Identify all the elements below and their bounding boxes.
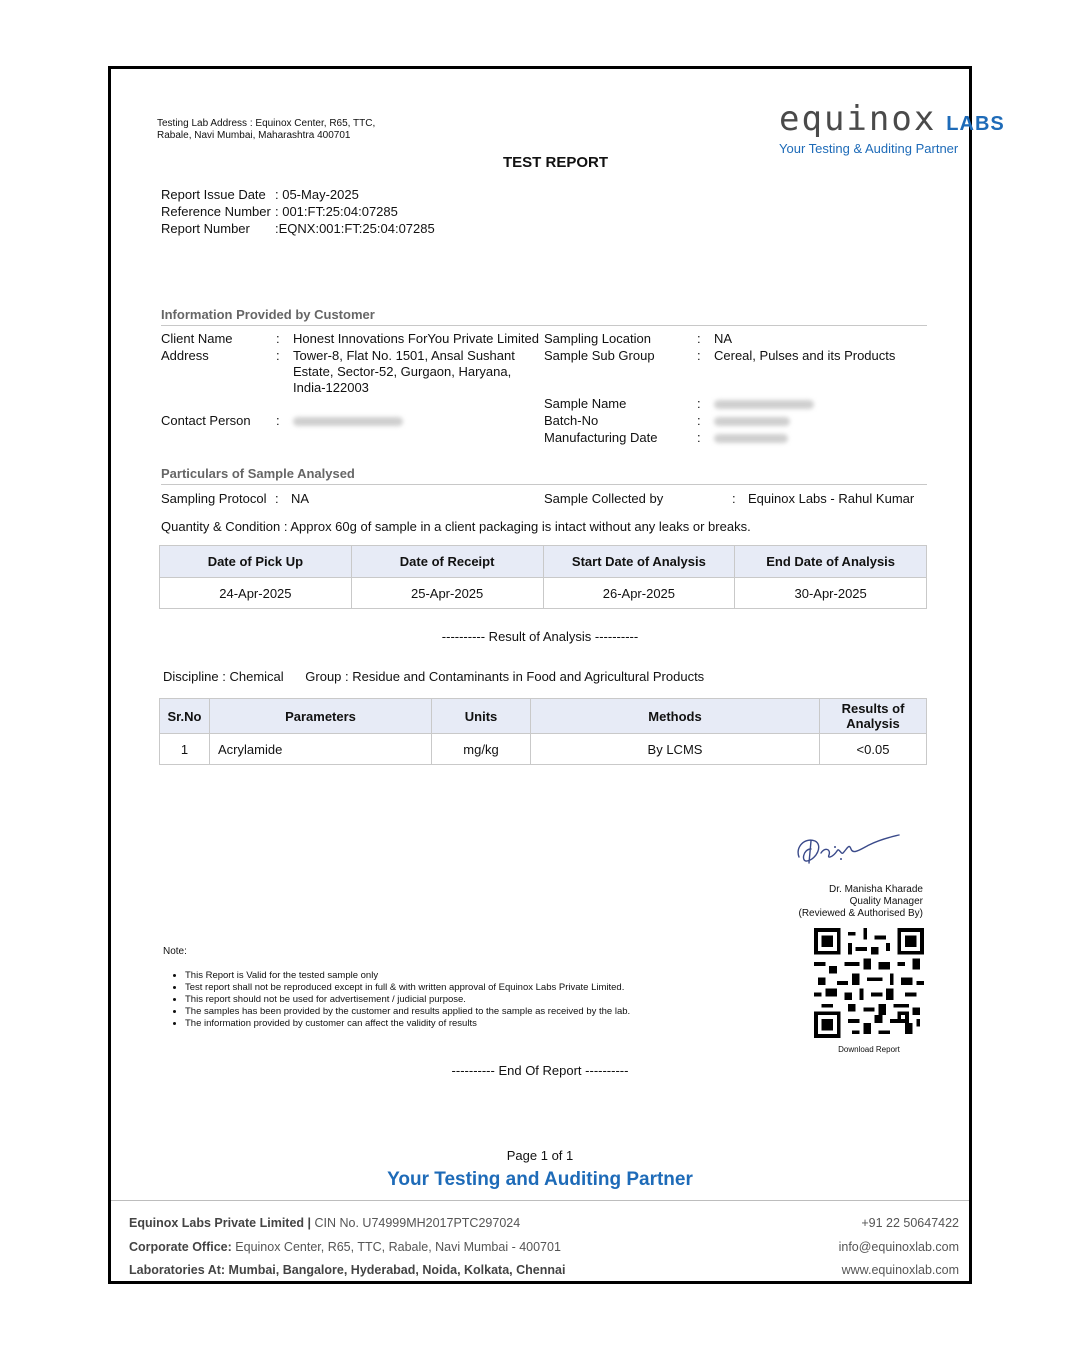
download-report-label: Download Report [838, 1045, 900, 1054]
sr-no-cell: 1 [160, 734, 210, 765]
end-analysis-date: 30-Apr-2025 [735, 578, 927, 609]
manufacturing-date-value [714, 430, 788, 446]
sample-collected-value: Equinox Labs - Rahul Kumar [748, 491, 915, 506]
table-row [160, 734, 927, 765]
colon: : [732, 491, 736, 506]
sample-sub-group-value: Cereal, Pulses and its Products [714, 348, 896, 363]
sample-sub-group-label: Sample Sub Group [544, 348, 655, 363]
colon: : [697, 331, 701, 346]
signatory-block [751, 884, 923, 920]
batch-no-label: Batch-No [544, 413, 599, 428]
logo-labs: LABS [946, 113, 1005, 135]
colon: : [276, 348, 280, 363]
dates-table [159, 545, 927, 609]
meta-key: Reference Number [161, 204, 271, 219]
colon: : [697, 430, 701, 445]
meta-key: Report Number [161, 221, 250, 236]
results-header-row [160, 699, 927, 734]
colon: : [276, 331, 280, 346]
report-title: TEST REPORT [503, 154, 609, 171]
footer-website[interactable]: www.equinoxlab.com [841, 1263, 959, 1277]
redacted-sample-name [714, 400, 814, 409]
signatory-role: Quality Manager [849, 896, 923, 907]
meta-row-reference-number [161, 203, 435, 220]
footer-company: Equinox Labs Private Limited | [129, 1216, 312, 1230]
customer-right-column [544, 331, 934, 451]
group: Group : Residue and Contaminants in Food and Agricultural Products [305, 669, 705, 684]
address-value: Tower-8, Flat No. 1501, Ansal Sushant Estate, Sector-52, Gurgaon, Haryana, India-122003 [293, 348, 515, 395]
signatory-note: (Reviewed & Authorised By) [798, 908, 923, 919]
results-table [159, 698, 927, 765]
colon: : [275, 491, 279, 506]
unit-cell: mg/kg [432, 734, 531, 765]
report-meta [161, 186, 435, 237]
test-report-page [108, 66, 1005, 1284]
header-methods: Methods [531, 699, 820, 734]
list-item: • This report should not be used for advertisement / judicial purpose. [185, 994, 630, 1006]
footer-email[interactable]: info@equinoxlab.com [838, 1240, 959, 1254]
redacted-mfg-date [714, 434, 788, 443]
result-of-analysis-heading: ---------- Result of Analysis ---------- [441, 629, 639, 644]
lab-address: Testing Lab Address : Equinox Center, R65, TTC, Rabale, Navi Mumbai, Maharashtra 400701 [157, 118, 376, 141]
parameter-cell: Acrylamide [210, 734, 432, 765]
footer-corporate-line [129, 1240, 561, 1254]
page-number: Page 1 of 1 [506, 1148, 574, 1163]
note-label: Note: [163, 946, 187, 957]
list-item: • The information provided by customer can affect the validity of results [185, 1018, 630, 1030]
colon: : [276, 413, 280, 428]
footer-labs: Laboratories At: Mumbai, Bangalore, Hyderabad, Noida, Kolkata, Chennai [129, 1263, 566, 1277]
header-sr-no: Sr.No [160, 699, 210, 734]
quantity-condition [161, 519, 751, 535]
receipt-date: 25-Apr-2025 [351, 578, 543, 609]
end-of-report: ---------- End Of Report ---------- [451, 1063, 629, 1078]
meta-row-issue-date [161, 186, 435, 203]
list-item: • Test report shall not be reproduced except in full & with written approval of Equinox Labs Private Limited. [185, 982, 630, 994]
sampling-location-value: NA [714, 331, 733, 346]
footer-phone[interactable]: +91 22 50647422 [861, 1216, 959, 1230]
notes-list [171, 970, 630, 1030]
header-results: Results of Analysis [820, 699, 927, 734]
pick-up-date: 24-Apr-2025 [160, 578, 352, 609]
list-item: • This Report is Valid for the tested sample only [185, 970, 630, 982]
logo-tagline: Your Testing & Auditing Partner [779, 141, 959, 156]
footer-corporate-label: Corporate Office: [129, 1240, 232, 1254]
redacted-contact [293, 417, 403, 426]
meta-value: : 001:FT:25:04:07285 [275, 204, 398, 219]
discipline: Discipline : Chemical [163, 669, 284, 684]
sampling-protocol-value: NA [291, 491, 310, 506]
particulars-heading: Particulars of Sample Analysed [161, 466, 927, 485]
quantity-label: Quantity & Condition : [161, 519, 288, 534]
header-units: Units [432, 699, 531, 734]
list-item: • The samples has been provided by the customer and results applied to the sample as received by the lab. [185, 1006, 630, 1018]
client-name-value: Honest Innovations ForYou Private Limited [293, 331, 539, 346]
footer-labs-line [129, 1263, 565, 1277]
method-cell: By LCMS [531, 734, 820, 765]
sample-name-value [714, 396, 814, 412]
client-name-label: Client Name [161, 331, 233, 346]
batch-no-value [714, 413, 790, 429]
footer-corporate-address: Equinox Center, R65, TTC, Rabale, Navi Mumbai - 400701 [235, 1240, 561, 1254]
meta-value: :EQNX:001:FT:25:04:07285 [275, 221, 435, 236]
footer [111, 1200, 969, 1282]
contact-person-value [293, 413, 403, 429]
address-label: Address [161, 348, 209, 363]
header-start-analysis: Start Date of Analysis [543, 546, 735, 578]
colon: : [697, 348, 701, 363]
sampling-protocol-label: Sampling Protocol [161, 491, 267, 506]
equinox-logo [779, 99, 1005, 156]
logo-wordmark: equinox [779, 99, 937, 139]
contact-person-label: Contact Person [161, 413, 251, 428]
footer-cin: CIN No. U74999MH2017PTC297024 [314, 1216, 521, 1230]
result-cell: <0.05 [820, 734, 927, 765]
discipline-group-line [163, 669, 704, 685]
sampling-location-label: Sampling Location [544, 331, 651, 346]
header-parameters: Parameters [210, 699, 432, 734]
dates-value-row [160, 578, 927, 609]
header-receipt: Date of Receipt [351, 546, 543, 578]
meta-key: Report Issue Date [161, 187, 266, 202]
signatory-name: Dr. Manisha Kharade [829, 884, 923, 895]
footer-company-line [129, 1216, 520, 1230]
particulars-row [161, 491, 927, 509]
sample-name-label: Sample Name [544, 396, 627, 411]
meta-row-report-number [161, 220, 435, 237]
quantity-value: Approx 60g of sample in a client packaging is intact without any leaks or breaks. [290, 519, 751, 534]
dates-header-row [160, 546, 927, 578]
header-pick-up: Date of Pick Up [160, 546, 352, 578]
meta-value: : 05-May-2025 [275, 187, 359, 202]
redacted-batch-no [714, 417, 790, 426]
sample-collected-label: Sample Collected by [544, 491, 664, 506]
qr-code[interactable] [814, 928, 924, 1038]
start-analysis-date: 26-Apr-2025 [543, 578, 735, 609]
signature-image [791, 819, 911, 879]
customer-left-column [161, 331, 551, 451]
manufacturing-date-label: Manufacturing Date [544, 430, 658, 445]
colon: : [697, 396, 701, 411]
customer-info-heading: Information Provided by Customer [161, 307, 927, 326]
header-end-analysis: End Date of Analysis [735, 546, 927, 578]
colon: : [697, 413, 701, 428]
partner-tagline: Your Testing and Auditing Partner [387, 1169, 693, 1190]
